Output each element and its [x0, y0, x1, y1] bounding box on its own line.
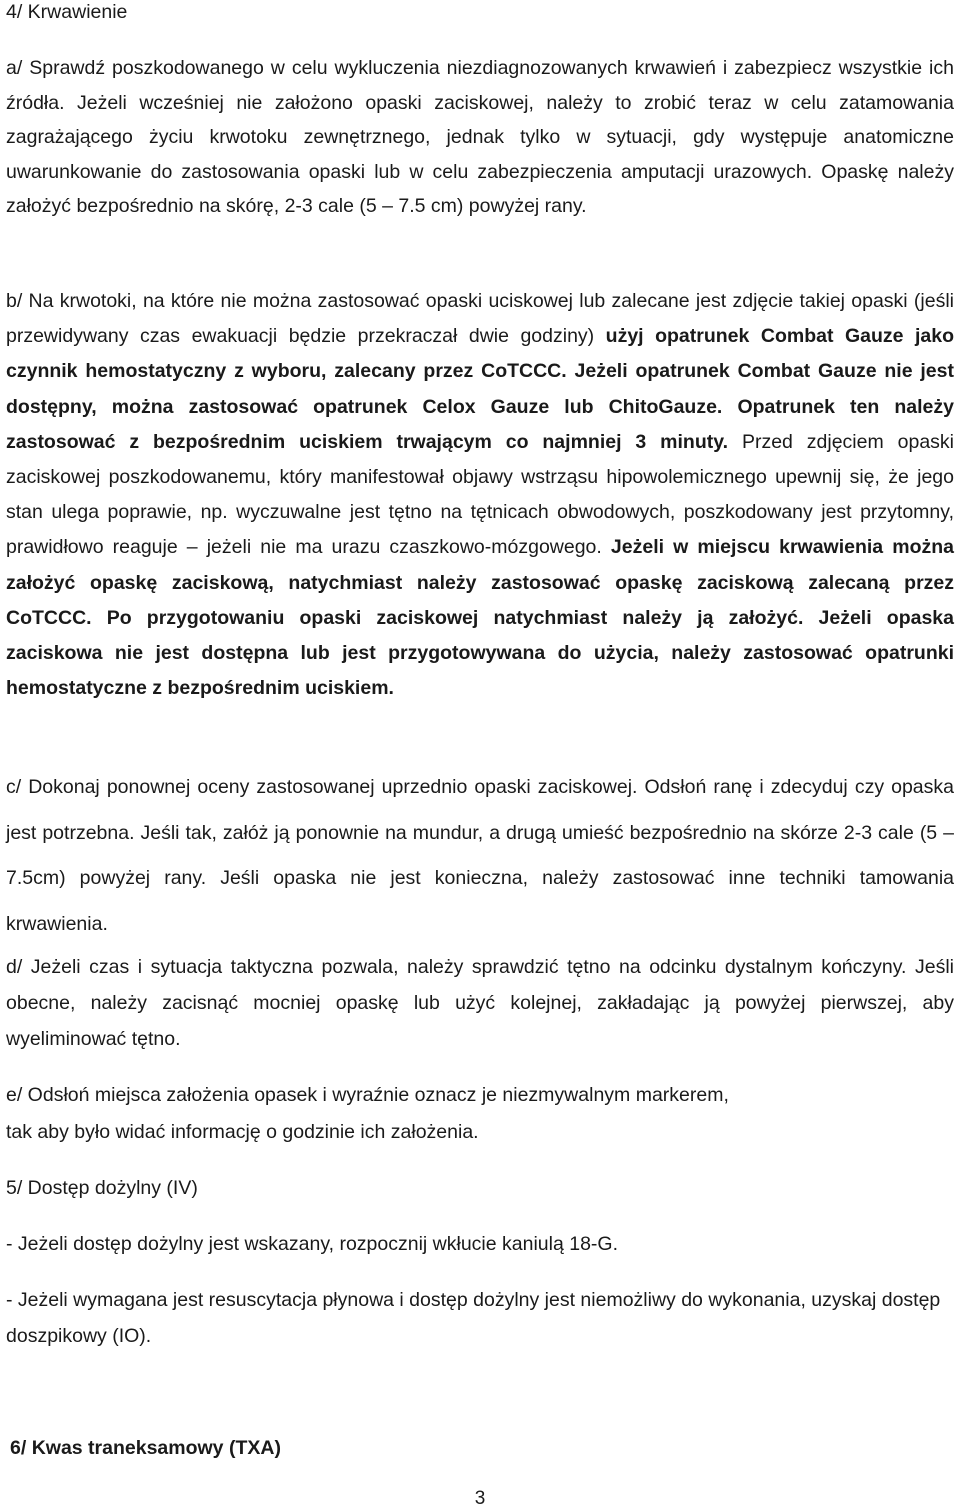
- paragraph-b-bold-2: Jeżeli w miejscu krwawienia można założyć opaskę zaciskową, natychmiast należy zastosować opaskę zaciskową zalecaną przez CoTCCC. Po przygotowaniu opaski zaciskowej natychmiast należy ją założyć. Jeżeli opaska zaciskowa nie jest dostępna lub jest przygotowywana do użycia, należy zastosować opatrunki hemostatyczne z bezpośrednim uciskiem.: [6, 536, 954, 700]
- paragraph-b: [6, 284, 954, 706]
- section-5-item-1: - Jeżeli dostęp dożylny jest wskazany, rozpocznij wkłucie kaniulą 18-G.: [6, 1233, 618, 1255]
- page-number: 3: [474, 1488, 486, 1509]
- section-6-heading-text: Kwas traneksamowy (TXA): [31, 1437, 281, 1459]
- paragraph-e-line-1: e/ Odsłoń miejsca założenia opasek i wyraźnie oznacz je niezmywalnym markerem,: [6, 1084, 729, 1106]
- section-5-heading: 5/ Dostęp dożylny (IV): [6, 1177, 198, 1199]
- paragraph-e-line-2: tak aby było widać informację o godzinie ich założenia.: [6, 1121, 479, 1143]
- section-5-item-2: - Jeżeli wymagana jest resuscytacja płynowa i dostęp dożylny jest niemożliwy do wykonania, uzyskaj dostęp doszpikowy (IO).: [6, 1289, 941, 1347]
- paragraph-d: d/ Jeżeli czas i sytuacja taktyczna pozwala, należy sprawdzić tętno na odcinku dystalnym kończyny. Jeśli obecne, należy zacisnąć mocniej opaskę lub użyć kolejnej, zakładając ją powyżej pierwszej, aby wyeliminować tętno.: [6, 956, 954, 1050]
- paragraph-b-text-1: b/ Na krwotoki, na które nie można zastosować opaski uciskowej lub zalecane jest zdjęcie takiej opaski (jeśli przewidywany czas ewakuacji będzie przekraczał dwie godziny): [6, 290, 954, 348]
- paragraph-c: c/ Dokonaj ponownej oceny zastosowanej uprzednio opaski zaciskowej. Odsłoń ranę i zdecyduj czy opaska jest potrzebna. Jeśli tak, załóż ją ponownie na mundur, a drugą umieść bezpośrednio na skórze 2-3 cale (5 – 7.5cm) powyżej rany. Jeśli opaska nie jest konieczna, należy zastosować inne techniki tamowania krwawienia.: [6, 776, 954, 935]
- paragraph-b-text-2: Przed zdjęciem opaski zaciskowej poszkodowanemu, który manifestował objawy wstrząsu hipowolemicznego upewnij się, że jego stan ulega poprawie, np. wyczuwalne jest tętno na tętnicach obwodowych, poszkodowany jest przytomny, prawidłowo reaguje – jeżeli nie ma urazu czaszkowo-mózgowego.: [6, 430, 954, 559]
- section-6-heading-number: 6/: [10, 1437, 27, 1459]
- section-6-heading: [10, 1436, 958, 1460]
- section-4-heading: 4/ Krwawienie: [6, 1, 128, 23]
- paragraph-b-bold-1: użyj opatrunek Combat Gauze jako czynnik hemostatyczny z wyboru, zalecany przez CoTCCC. Jeżeli opatrunek Combat Gauze nie jest dostępny, można zastosować opatrunek Celox Gauze lub ChitoGauze. Opatrunek ten należy zastosować z bezpośrednim uciskiem trwającym co najmniej 3 minuty.: [6, 325, 954, 453]
- paragraph-a: a/ Sprawdź poszkodowanego w celu wykluczenia niezdiagnozowanych krwawień i zabezpiecz wszystkie ich źródła. Jeżeli wcześniej nie założono opaski zaciskowej, należy to zrobić teraz w celu zatamowania zagrażającego życiu krwotoku zewnętrznego, jednak tylko w sytuacji, gdy występuje anatomiczne uwarunkowanie do zastosowania opaski lub w celu zabezpieczenia amputacji urazowych. Opaskę należy założyć bezpośrednio na skórę, 2-3 cale (5 – 7.5 cm) powyżej rany.: [6, 57, 954, 217]
